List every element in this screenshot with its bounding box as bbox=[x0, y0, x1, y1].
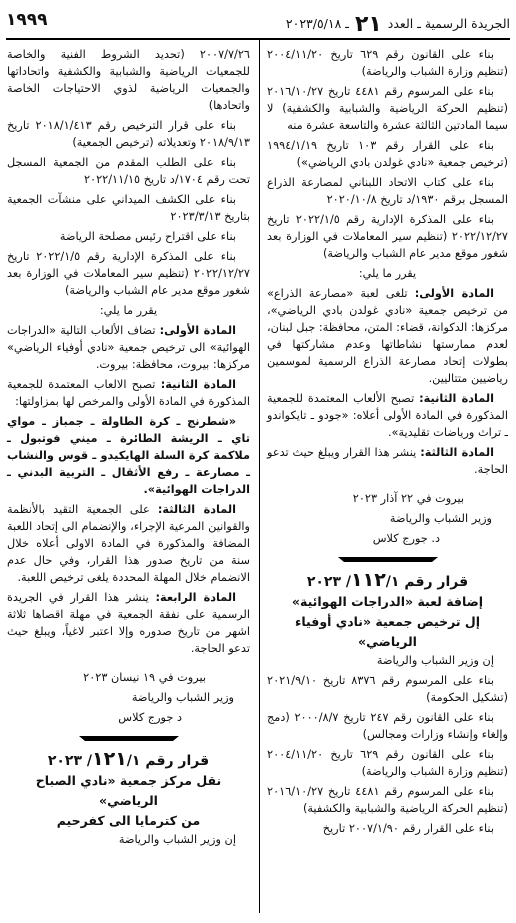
article-text: تصبح الالعاب المعتمدة للجمعية المذكورة في المادة الأولى والمرخص لها بمزاولتها: bbox=[7, 378, 250, 408]
minister-intro: إن وزير الشباب والرياضة bbox=[118, 833, 236, 846]
article-label: المادة الثانية: bbox=[160, 378, 236, 391]
section-separator bbox=[338, 557, 438, 562]
decision-subtitle: إضافة لعبة «الدراجات الهوائية» bbox=[291, 594, 484, 609]
citation-paragraph: بناء على القانون رقم ٦٢٩ تاريخ ٢٠٠٤/١١/٢٠ (تنظيم وزارة الشباب والرياضة) bbox=[267, 748, 508, 778]
article-text: تضاف الألعاب التالية «الدراجات الهوائية» الى ترخيص جمعية «نادي أوفياء الرياضي» مركزها: بيروت، محافظة: بيروت. bbox=[7, 324, 250, 371]
signature-minister-title: وزير الشباب والرياضة bbox=[389, 512, 492, 525]
citation-paragraph: بناء على القرار رقم ٢٠٠٧/١/٩٠ تاريخ bbox=[322, 822, 494, 835]
article-2 bbox=[7, 376, 250, 410]
signature-minister-title: وزير الشباب والرياضة bbox=[131, 691, 234, 704]
citation-paragraph: بناء على الطلب المقدم من الجمعية المسجل تحت رقم ١٧٠٤/د تاريخ ٢٠٢٢/١١/١٥ bbox=[7, 156, 250, 186]
citation-paragraph: بناء على اقتراح رئيس مصلحة الرياضة bbox=[59, 230, 236, 243]
decision-date: /١/ ٢٠٢٣ bbox=[47, 753, 141, 769]
decision-subtitle: من كترمايا الى كفرحيم bbox=[56, 813, 201, 828]
article-text: ينشر هذا القرار ويبلغ حيث تدعو الحاجة. bbox=[267, 446, 508, 476]
signature-place-date: بيروت في ٢٢ آذار ٢٠٢٣ bbox=[352, 492, 464, 505]
article-label: المادة الثالثة: bbox=[157, 503, 236, 516]
citation-paragraph: بناء على القرار رقم ١٠٣ تاريخ ١٩٩٤/١/١٩ (ترخيص جمعية «نادي غولدن بادي الرياضي») bbox=[267, 139, 508, 169]
left-column bbox=[7, 46, 250, 851]
signature-place-date: بيروت في ١٩ نيسان ٢٠٢٣ bbox=[83, 671, 206, 684]
citation-paragraph: بناء على القانون رقم ٦٢٩ تاريخ ٢٠٠٤/١١/٢٠ (تنظيم وزارة الشباب والرياضة) bbox=[267, 48, 508, 78]
citation-paragraph: بناء على الكشف الميداني على منشآت الجمعية بتاريخ ٢٠٢٣/٣/١٣ bbox=[7, 193, 250, 223]
journal-name: الجريدة الرسمية ـ العدد bbox=[387, 16, 510, 31]
article-text: تصبح الألعاب المعتمدة للجمعية المذكورة في المادة الأولى أعلاه: «جودو ـ تايكواندو ـ تراث ورياضات تقليدية». bbox=[267, 392, 508, 439]
page-number: ١٩٩٩ bbox=[6, 10, 48, 30]
citation-paragraph: بناء على المرسوم رقم ٤٤٨١ تاريخ ٢٠١٦/١٠/٢٧ (تنظيم الحركة الرياضية والشبابية والكشفية) bbox=[267, 785, 508, 815]
decision-subtitle: نقل مركز جمعية «نادي الصباح الرياضي» bbox=[35, 773, 222, 808]
signature-name: د. جورج كلاس bbox=[372, 532, 440, 545]
citation-paragraph: بناء على القانون رقم ٢٤٧ تاريخ ٢٠٠٠/٨/٧ (دمج وإلغاء وإنشاء وزارات ومجالس) bbox=[267, 711, 508, 741]
article-text: على الجمعية التقيد بالأنظمة والقوانين المرعية الإجراء، والإنضمام الى إتحاد اللعبة المضافة والمذكورة في المادة الاولى أعلاه خلال سنة من تاريخ صدور هذا القرار، وفي حال عدم الانضمام خلال المهلة المحددة يلغى ترخيص اللعبة. bbox=[7, 503, 250, 584]
issue-number: ٢١ bbox=[354, 12, 382, 37]
article-label: المادة الرابعة: bbox=[155, 591, 236, 604]
resolution-heading: يقرر ما يلي: bbox=[358, 267, 417, 280]
citation-paragraph: بناء على كتاب الاتحاد اللبناني لمصارعة الذراع المسجل برقم ١٩٣٠/د تاريخ ٢٠٢٠/١٠/٨ bbox=[267, 176, 508, 206]
article-label: المادة الأولى: bbox=[159, 324, 236, 337]
citation-paragraph: بناء على قرار الترخيص رقم ٢٠١٨/١/٤١٣ تاريخ ٢٠١٨/٩/١٣ وتعديلاته (ترخيص الجمعية) bbox=[7, 119, 250, 149]
signature-name: د جورج كلاس bbox=[118, 711, 182, 724]
decision-title bbox=[267, 570, 508, 592]
decision-title-prefix: قرار رقم bbox=[404, 574, 469, 590]
citation-paragraph: بناء على المذكرة الإدارية رقم ٢٠٢٢/١/٥ تاريخ ٢٠٢٢/١٢/٢٧ (تنظيم سير المعاملات في الوزارة بعد شغور موقع مدير عام الشباب والرياضة) bbox=[7, 250, 250, 297]
citation-paragraph: بناء على المرسوم رقم ٤٤٨١ تاريخ ٢٠١٦/١٠/٢٧ (تنظيم الحركة الرياضية والشبابية والكشفية) لا سيما المادتين الثالثة عشرة والتاسعة عشرة منه bbox=[267, 85, 508, 132]
section-separator bbox=[79, 736, 179, 741]
article-4 bbox=[7, 589, 250, 657]
article-3 bbox=[7, 501, 250, 586]
minister-intro: إن وزير الشباب والرياضة bbox=[376, 654, 494, 667]
decision-number: ١١٢ bbox=[351, 569, 386, 591]
article-1 bbox=[7, 322, 250, 373]
decision-subtitle: إل ترخيص جمعية «نادي أوفياء الرياضي» bbox=[294, 614, 481, 649]
article-label: المادة الأولى: bbox=[414, 287, 495, 300]
citation-paragraph: بناء على المذكرة الإدارية رقم ٢٠٢٢/١/٥ تاريخ ٢٠٢٢/١٢/٢٧ (تنظيم سير المعاملات في الوزارة بعد شغور موقع مدير عام الشباب والرياضة) bbox=[267, 213, 508, 260]
issue-date: ـ ٢٠٢٣/٥/١٨ bbox=[285, 16, 349, 31]
header-divider bbox=[6, 38, 510, 40]
article-label: المادة الثالثة: bbox=[420, 446, 494, 459]
decision-title bbox=[7, 749, 250, 771]
article-text: تلغى لعبة «مصارعة الذراع» من ترخيص جمعية «نادي غولدن بادي الرياضي»، مركزها: الدكوانة، قضاء: المتن، محافظة: جبل لبنان، لعدم ممارستها نشاطاتها وعدم مشاركتها في بطولات إتحاد مصارعة الذراع الرسمية لموسمين رياضيين متتاليين. bbox=[267, 287, 508, 385]
article-text: ينشر هذا القرار في الجريدة الرسمية على نفقة الجمعية في مهلة اقصاها ثلاثة اشهر من تاريخ صدوره وإلا اعتبر لاغياً، ويبلغ حيث تدعو الحاجة. bbox=[7, 591, 250, 655]
journal-title bbox=[286, 12, 510, 37]
decision-title-prefix: قرار رقم bbox=[145, 753, 210, 769]
page-header bbox=[6, 8, 510, 36]
citation-paragraph: بناء على المرسوم رقم ٨٣٧٦ تاريخ ٢٠٢١/٩/١٠ (تشكيل الحكومة) bbox=[267, 674, 508, 704]
article-2 bbox=[267, 390, 508, 441]
resolution-heading: يقرر ما يلي: bbox=[99, 304, 158, 317]
article-3 bbox=[267, 444, 508, 478]
right-column bbox=[267, 46, 508, 840]
decision-date: /١/ ٢٠٢٣ bbox=[306, 574, 400, 590]
article-label: المادة الثانية: bbox=[419, 392, 494, 405]
sports-list: «شطرنج ـ كرة الطاولة ـ جمباز ـ مواي تاي ـ الريشة الطائرة ـ ميني فوتبول ـ ملاكمة كرة السلة الهايكيدو ـ قوس والنشاب ـ مصارعة ـ رفع الأثقال ـ التربية البدني ـ الدراجات الهوائية». bbox=[7, 415, 250, 496]
column-divider bbox=[259, 40, 260, 913]
decision-number: ١٢١ bbox=[92, 748, 127, 770]
citation-continuation: ٢٠٠٧/٧/٢٦ (تحديد الشروط الفنية والخاصة للجمعيات الرياضية والشبابية والكشفية واتحاداتها والجمعيات الرياضية لذوي الاحتياجات الخاصة واتحادها) bbox=[7, 48, 250, 112]
article-1 bbox=[267, 285, 508, 387]
